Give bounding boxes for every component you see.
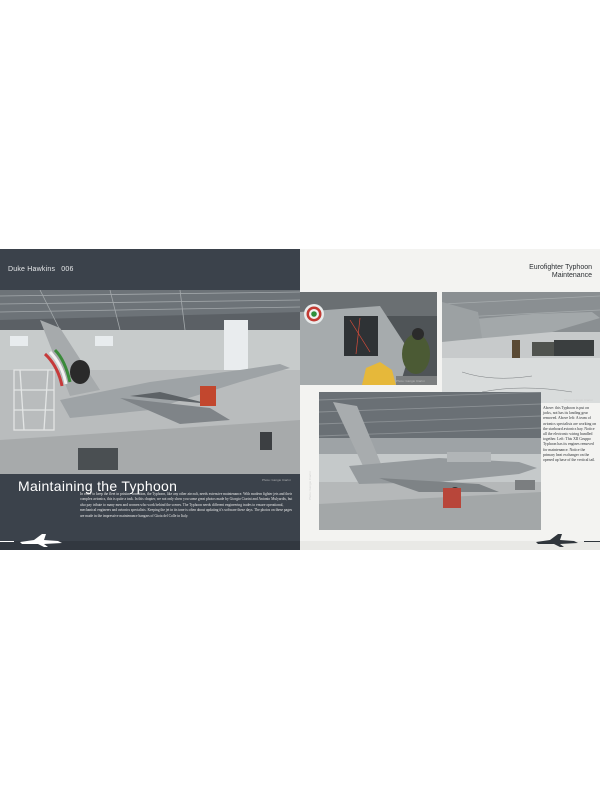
headline: Maintaining the Typhoon — [18, 478, 178, 494]
running-head-subtitle-right: Maintenance — [551, 272, 592, 279]
running-head-title: Duke Hawkins — [8, 266, 56, 273]
page-number: 006 — [61, 266, 74, 273]
jacked-typhoon-photo — [442, 292, 600, 403]
running-head-left — [8, 266, 74, 273]
photo-credit-jacked: Photo: Giorgio Ciarini — [564, 398, 593, 402]
typhoon-silhouette-icon — [536, 532, 578, 548]
photo-credit-engines: Photo: Giorgio Ciarini — [308, 471, 312, 500]
running-head-title-right: Eurofighter Typhoon — [529, 264, 592, 271]
photo-caption: Above: this Typhoon is put on jacks, not has its landing gear removed. Above left: A team of avionics specialists are working on the starboard avionics bay. Notice all the electronic wiring bundled together. Left: This XII Gruppo Typhoon has its engines removed for maintenance. Notice the primary heat exchanger on the opened up base of the vertical tail. — [543, 406, 597, 463]
intro-body-text: In order to keep the fleet in pristine condition, the Typhoon, like any other aircraft, needs extensive maintenance. With modern fighter jets and their complex avionics, this is quite a task. In this chapter, we not only show you some great photos made by Giorgio Ciarini and Antonio Mulyardis, but also pay tribute to many men and women who work behind the scenes. The Typhoon needs different engineering trades to ensure operational, mechanical engineers and avionics specialists. Keeping the jet in its tone is often about updating it's software these days. The photos on these pages are made in the impressive maintenance hangars of Gioia del Colle in Italy. — [80, 492, 293, 518]
hangar-photo-main — [0, 290, 300, 474]
photo-credit-avionics: Photo: Giorgio Ciarini — [396, 379, 425, 383]
footer-rule-right — [584, 541, 600, 542]
engines-removed-photo — [319, 392, 541, 530]
avionics-bay-photo — [300, 292, 437, 385]
photo-credit-main: Photo: Giorgio Ciarini — [262, 478, 291, 482]
running-head-right — [529, 264, 592, 280]
typhoon-silhouette-icon — [20, 532, 62, 548]
footer-rule-left — [0, 541, 14, 542]
